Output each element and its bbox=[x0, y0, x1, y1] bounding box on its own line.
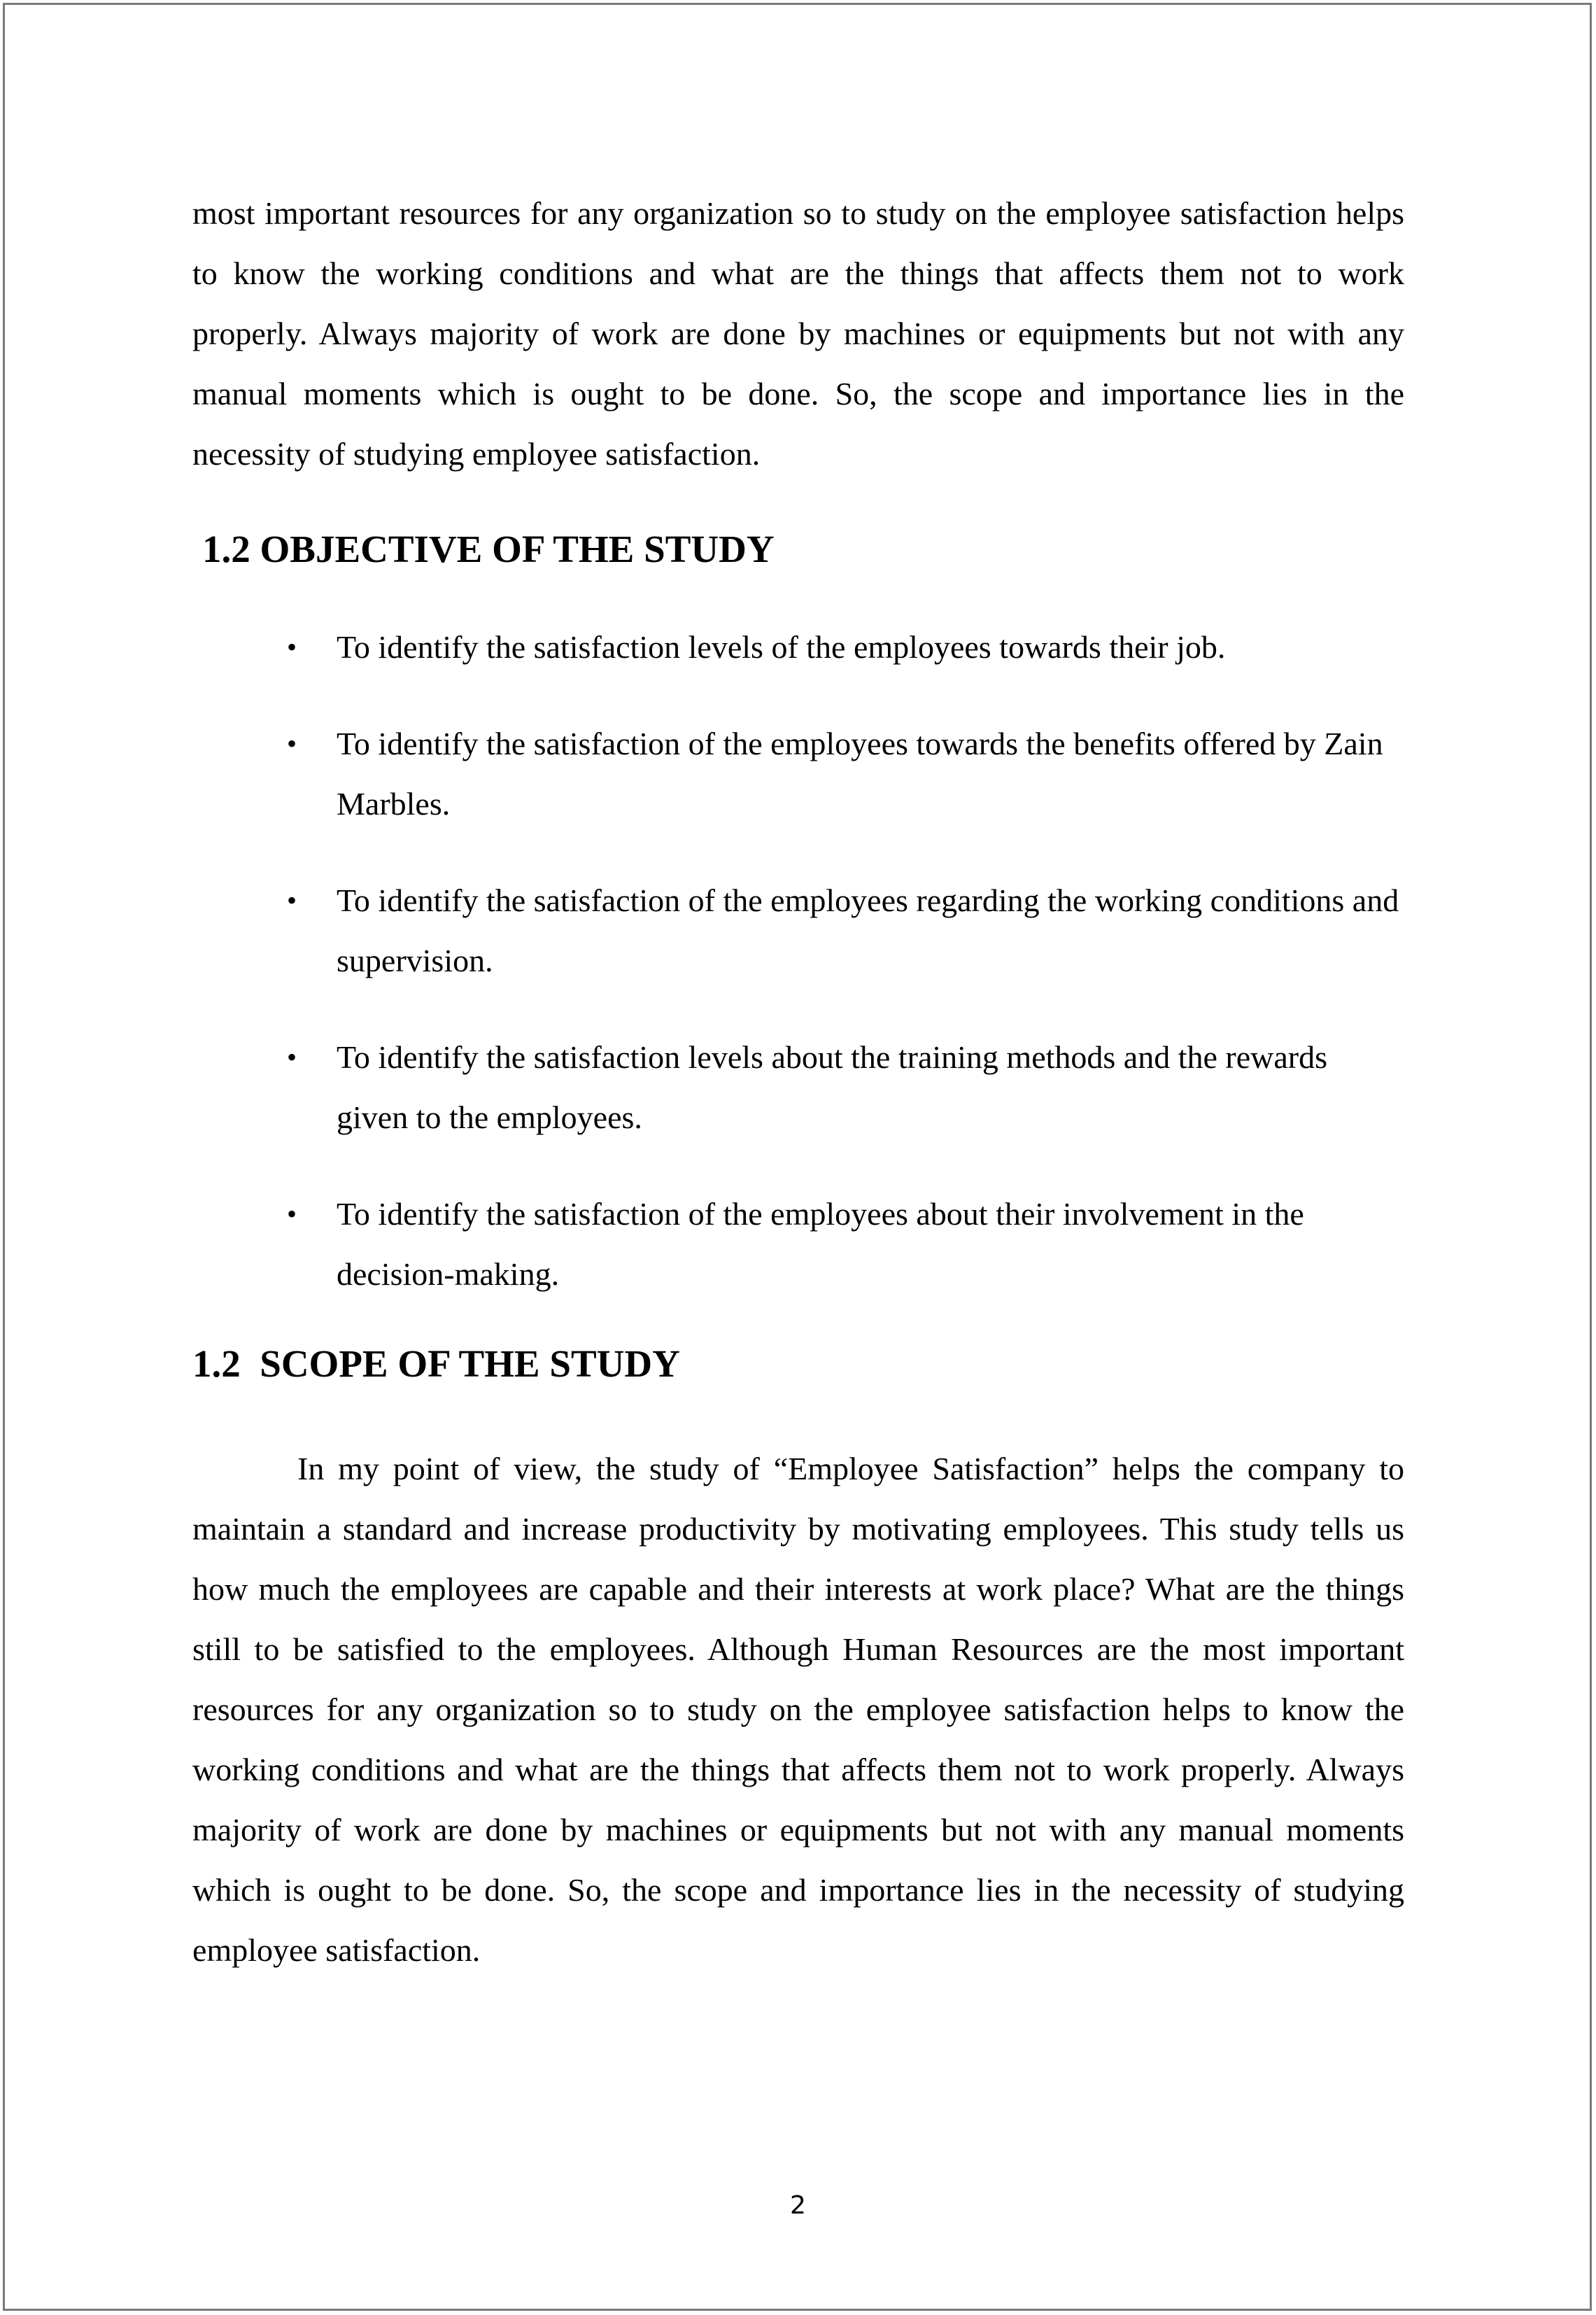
bullet-icon: • bbox=[287, 1041, 297, 1073]
bullet-icon: • bbox=[287, 1198, 297, 1230]
list-item-text: To identify the satisfaction levels about the training methods and the rewards given to the employees. bbox=[337, 1039, 1328, 1135]
list-item-text: To identify the satisfaction levels of the employees towards their job. bbox=[337, 629, 1226, 665]
list-item-text: To identify the satisfaction of the employees towards the benefits offered by Zain Marbles. bbox=[337, 726, 1383, 822]
page-number: 2 bbox=[790, 2191, 806, 2220]
objective-list bbox=[192, 617, 1404, 1304]
list-item bbox=[192, 617, 1404, 677]
bullet-icon: • bbox=[287, 728, 297, 759]
scope-heading: 1.2 SCOPE OF THE STUDY bbox=[192, 1342, 680, 1385]
document-body bbox=[192, 183, 1404, 1980]
scope-paragraph: In my point of view, the study of “Employee Satisfaction” helps the company to maintain a standard and increase productivity by motivating employees. This study tells us how much the employees are capable and their interests at work place? What are the things still to be satisfied to the employees. Although Human Resources are the most important resources for any organization so to study on the employee satisfaction helps to know the working conditions and what are the things that affects them not to work properly. Always majority of work are done by machines or equipments but not with any manual moments which is ought to be done. So, the scope and importance lies in the necessity of studying employee satisfaction. bbox=[192, 1451, 1404, 1968]
list-item bbox=[192, 714, 1404, 834]
list-item-text: To identify the satisfaction of the employees about their involvement in the decision-making. bbox=[337, 1196, 1304, 1292]
intro-paragraph: most important resources for any organization so to study on the employee satisfaction helps to know the working conditions and what are the things that affects them not to work properly. Always majority of work are done by machines or equipments but not with any manual moments which is ought to be done. So, the scope and importance lies in the necessity of studying employee satisfaction. bbox=[192, 195, 1404, 472]
list-item bbox=[192, 871, 1404, 991]
list-item bbox=[192, 1184, 1404, 1304]
bullet-icon: • bbox=[287, 885, 297, 916]
objective-heading: 1.2 OBJECTIVE OF THE STUDY bbox=[202, 528, 775, 570]
list-item bbox=[192, 1027, 1404, 1148]
bullet-icon: • bbox=[287, 631, 297, 663]
list-item-text: To identify the satisfaction of the employees regarding the working conditions and supervision. bbox=[337, 882, 1399, 978]
